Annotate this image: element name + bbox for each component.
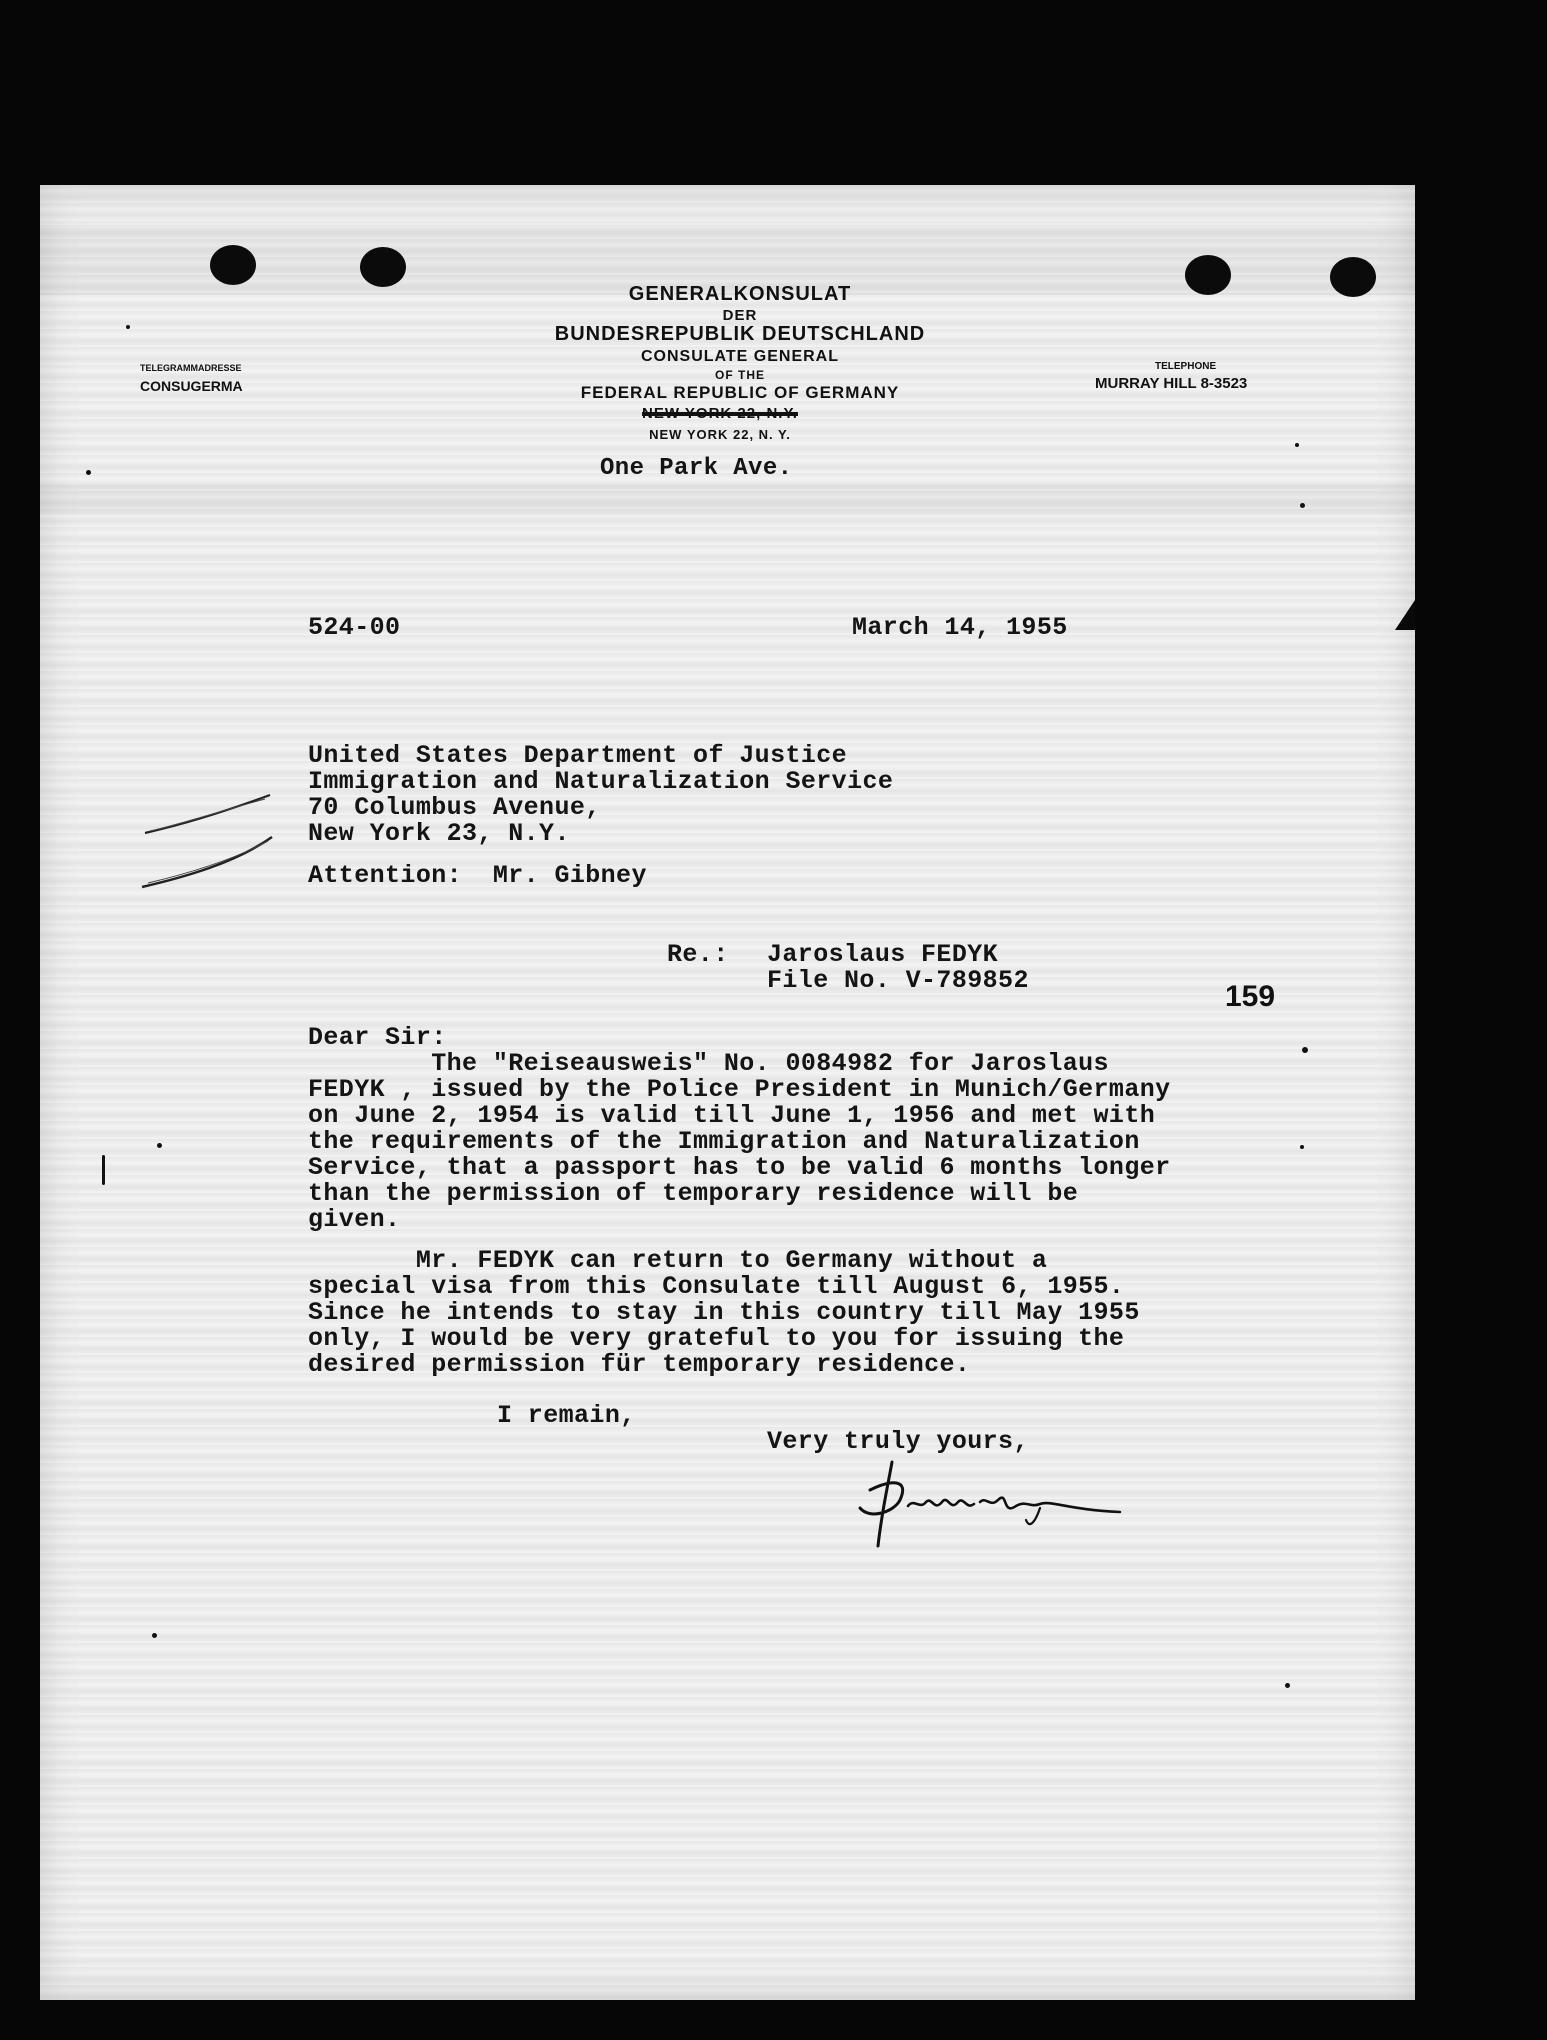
bleed-through: [50, 1695, 1410, 1785]
letterhead-city: NEW YORK 22, N. Y.: [649, 427, 791, 442]
speck: [1285, 1683, 1290, 1688]
struck-address: NEW YORK 22, N.Y.: [642, 405, 798, 422]
punch-hole: [210, 245, 256, 285]
speck: [1300, 1145, 1304, 1149]
letterhead-line4: CONSULATE GENERAL: [640, 348, 840, 365]
reference-number: 524-00: [308, 613, 401, 642]
speck: [102, 1155, 105, 1185]
letter-date: March 14, 1955: [852, 613, 1068, 642]
paragraph1-line: The "Reiseausweis" No. 0084982 for Jaroslaus: [308, 1049, 1109, 1078]
pen-mark: [140, 785, 280, 895]
typed-address: One Park Ave.: [600, 455, 793, 482]
telephone-label: TELEPHONE: [1155, 361, 1217, 372]
paragraph2-line: desired permission für temporary residence.: [308, 1350, 971, 1379]
signature: [830, 1450, 1140, 1560]
speck: [1300, 503, 1305, 508]
paragraph1-line: than the permission of temporary residence will be: [308, 1179, 1079, 1208]
speck: [152, 1633, 157, 1638]
recipient-line: United States Department of Justice: [308, 741, 848, 770]
paragraph1-line: on June 2, 1954 is valid till June 1, 1956 and met with: [308, 1101, 1156, 1130]
paragraph2-line: only, I would be very grateful to you for issuing the: [308, 1324, 1125, 1353]
paragraph1-line: Service, that a passport has to be valid 6 months longer: [308, 1153, 1171, 1182]
re-label: Re.:: [667, 940, 729, 969]
re-file: File No. V-789852: [767, 966, 1029, 995]
letterhead-line5: OF THE: [715, 368, 765, 382]
punch-hole: [1185, 255, 1231, 295]
edge-tab: [1395, 600, 1415, 630]
paragraph1-line: FEDYK , issued by the Police President in Munich/Germany: [308, 1075, 1171, 1104]
paragraph2-line: Mr. FEDYK can return to Germany without a: [308, 1246, 1048, 1275]
speck: [1302, 1047, 1308, 1053]
recipient-line: New York 23, N.Y.: [308, 819, 570, 848]
paragraph1-line: the requirements of the Immigration and Naturalization: [308, 1127, 1140, 1156]
letterhead-line2: DER: [722, 307, 758, 324]
letterhead-line1: GENERALKONSULAT: [628, 283, 852, 305]
speck: [157, 1143, 162, 1148]
paragraph1-line: given.: [308, 1205, 401, 1234]
punch-hole: [1330, 257, 1376, 297]
speck: [1295, 443, 1299, 447]
letter-page: [40, 185, 1415, 2000]
recipient-line: Immigration and Naturalization Service: [308, 767, 894, 796]
punch-hole: [360, 247, 406, 287]
recipient-line: 70 Columbus Avenue,: [308, 793, 601, 822]
letterhead-line6: FEDERAL REPUBLIC OF GERMANY: [580, 383, 900, 402]
telephone-value: MURRAY HILL 8-3523: [1095, 375, 1248, 392]
telegram-value: CONSUGERMA: [140, 378, 243, 394]
speck: [86, 470, 91, 475]
speck: [126, 325, 130, 329]
attention-line: Attention: Mr. Gibney: [308, 861, 647, 890]
paragraph2-line: special visa from this Consulate till August 6, 1955.: [308, 1272, 1125, 1301]
re-name: Jaroslaus FEDYK: [767, 940, 999, 969]
letterhead-line3: BUNDESREPUBLIK DEUTSCHLAND: [554, 323, 926, 345]
paragraph2-line: Since he intends to stay in this country till May 1955: [308, 1298, 1140, 1327]
page-mark: 159: [1225, 980, 1276, 1013]
scan-band: [40, 485, 1415, 515]
closing-yours: Very truly yours,: [767, 1427, 1029, 1456]
salutation: Dear Sir:: [308, 1023, 447, 1052]
telegram-label: TELEGRAMMADRESSE: [140, 363, 242, 373]
closing-remain: I remain,: [497, 1401, 636, 1430]
